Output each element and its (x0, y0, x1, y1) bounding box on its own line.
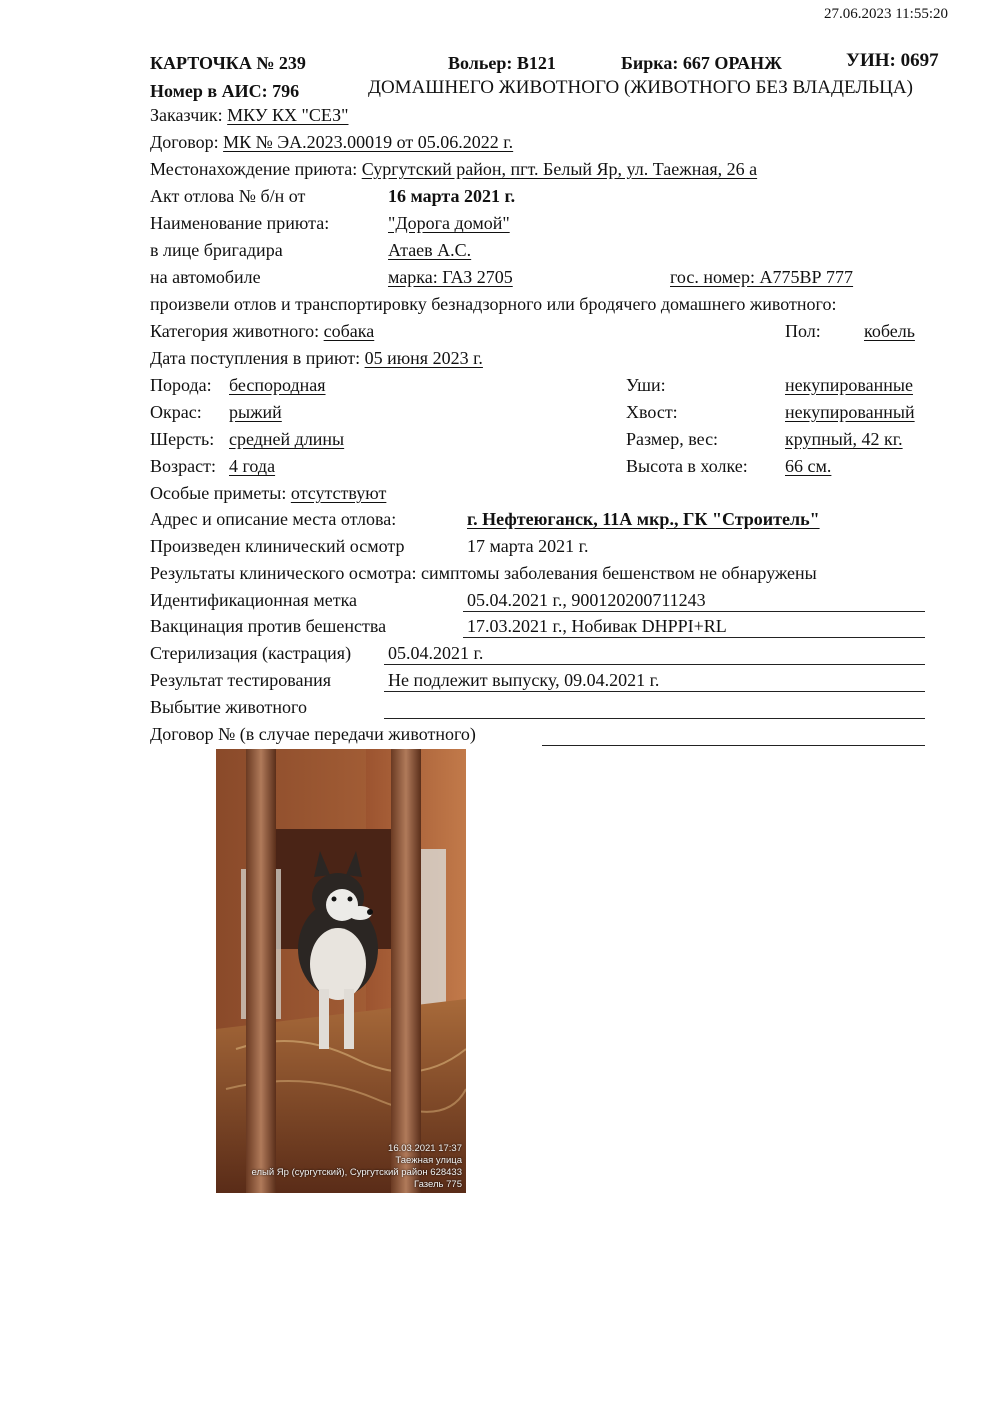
enclosure-number: Вольер: В121 (448, 53, 556, 73)
vaccination-label: Вакцинация против бешенства (150, 616, 387, 636)
ais-number: Номер в АИС: 796 (150, 81, 300, 101)
vehicle-plate: гос. номер: А775ВР 777 (670, 267, 854, 287)
photo-stamp (252, 1143, 462, 1191)
vehicle-brand: марка: ГАЗ 2705 (388, 267, 513, 287)
sex-label: Пол: (785, 321, 821, 341)
vaccination-underline (463, 637, 925, 638)
ears-value: некупированные (785, 375, 913, 395)
tag-number: Бирка: 667 ОРАНЖ (621, 53, 782, 73)
exam-label: Произведен клинический осмотр (150, 536, 405, 556)
departure-underline (384, 718, 925, 719)
exam-value: 17 марта 2021 г. (467, 536, 589, 556)
exam-result-value: симптомы заболевания бешенством не обнаружены (421, 563, 817, 583)
tail-label: Хвост: (626, 402, 678, 422)
test-result-value: Не подлежит выпуску, 09.04.2021 г. (388, 670, 660, 690)
photo-stamp-vehicle: Газель 775 (414, 1179, 462, 1190)
capture-act-date: 16 марта 2021 г. (388, 186, 516, 206)
sex-value: кобель (864, 321, 915, 341)
height-value: 66 см. (785, 456, 832, 476)
category-label: Категория животного: (150, 321, 320, 341)
shelter-name-value: "Дорога домой" (388, 213, 510, 233)
marks-row (150, 482, 386, 504)
height-label: Высота в холке: (626, 456, 748, 476)
contract-value: МК № ЭА.2023.00019 от 05.06.2022 г. (223, 132, 514, 152)
color-label: Окрас: (150, 402, 202, 422)
exam-result-label: Результаты клинического осмотра: (150, 563, 417, 583)
photo-stamp-place: елый Яр (сургутский), Сургутский район 628433 (251, 1167, 462, 1178)
marks-value: отсутствуют (290, 483, 387, 503)
marks-label: Особые приметы: (150, 483, 287, 503)
color-value: рыжий (229, 402, 282, 422)
animal-photo-drawing (216, 749, 466, 1193)
id-mark-label: Идентификационная метка (150, 590, 358, 610)
shelter-name-label: Наименование приюта: (150, 213, 330, 233)
sterilization-value: 05.04.2021 г. (388, 643, 484, 663)
card-title: ДОМАШНЕГО ЖИВОТНОГО (ЖИВОТНОГО БЕЗ ВЛАДЕЛЬЦА) (368, 77, 913, 98)
shelter-location-row (150, 158, 757, 180)
test-result-label: Результат тестирования (150, 670, 331, 690)
coat-value: средней длины (229, 429, 345, 449)
sterilization-underline (384, 664, 925, 665)
coat-label: Шерсть: (150, 429, 215, 449)
category-value: собака (323, 321, 375, 341)
capture-act-label: Акт отлова № б/н от (150, 186, 306, 206)
size-value: крупный, 42 кг. (785, 429, 903, 449)
intake-value: 05 июня 2023 г. (364, 348, 483, 368)
breed-label: Порода: (150, 375, 212, 395)
sterilization-label: Стерилизация (кастрация) (150, 643, 352, 663)
customer-row (150, 104, 349, 126)
age-value: 4 года (229, 456, 276, 476)
tail-value: некупированный (785, 402, 915, 422)
print-timestamp: 27.06.2023 11:55:20 (823, 6, 948, 22)
transfer-contract-underline (542, 745, 925, 746)
id-mark-underline (463, 611, 925, 612)
uin-number: УИН: 0697 (846, 50, 939, 71)
breed-value: беспородная (229, 375, 326, 395)
contract-label: Договор: (150, 132, 219, 152)
ears-label: Уши: (626, 375, 666, 395)
foreman-label: в лице бригадира (150, 240, 283, 260)
capture-address-value: г. Нефтеюганск, 11А мкр., ГК "Строитель" (467, 509, 820, 529)
contract-row (150, 131, 513, 153)
id-mark-value: 05.04.2021 г., 900120200711243 (467, 590, 706, 610)
departure-label: Выбытие животного (150, 697, 307, 717)
category-row (150, 320, 374, 342)
vehicle-label: на автомобиле (150, 267, 261, 287)
statement-text: произвели отлов и транспортировку безнадзорного или бродячего домашнего животного: (150, 294, 837, 314)
intake-label: Дата поступления в приют: (150, 348, 361, 368)
size-label: Размер, вес: (626, 429, 719, 449)
foreman-value: Атаев А.С. (388, 240, 472, 260)
intake-row (150, 347, 483, 369)
shelter-location-label: Местонахождение приюта: (150, 159, 358, 179)
photo-stamp-street: Таежная улица (395, 1155, 462, 1166)
exam-result-row (150, 562, 817, 584)
shelter-location-value: Сургутский район, пгт. Белый Яр, ул. Таежная, 26 а (361, 159, 758, 179)
age-label: Возраст: (150, 456, 216, 476)
card-number: КАРТОЧКА № 239 (150, 53, 306, 73)
animal-photo (216, 749, 466, 1193)
photo-stamp-time: 16.03.2021 17:37 (388, 1143, 462, 1154)
customer-value: МКУ КХ "СЕЗ" (227, 105, 349, 125)
test-result-underline (384, 691, 925, 692)
capture-address-label: Адрес и описание места отлова: (150, 509, 397, 529)
customer-label: Заказчик: (150, 105, 223, 125)
vaccination-value: 17.03.2021 г., Нобивак DHPPI+RL (467, 616, 727, 636)
transfer-contract-label: Договор № (в случае передачи животного) (150, 724, 476, 744)
